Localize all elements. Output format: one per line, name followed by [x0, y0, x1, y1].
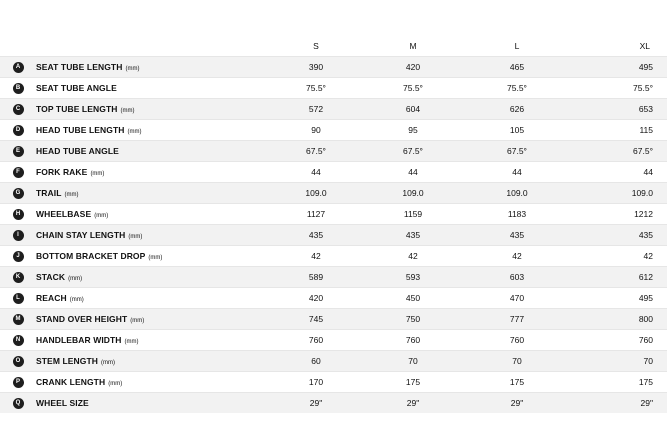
value-cell-s: 390 — [308, 62, 324, 72]
row-letter-cell — [0, 330, 36, 351]
value-cell-xl: 612 — [638, 272, 653, 282]
measurement-name: SEAT TUBE ANGLE — [36, 83, 117, 93]
table-row — [0, 267, 667, 288]
measurement-unit: (mm) — [127, 129, 142, 135]
value-cell-s: 170 — [308, 377, 324, 387]
value-cell-m: 67.5° — [403, 146, 423, 156]
measurement-name-cell — [36, 120, 270, 141]
value-cell-l: 777 — [509, 314, 525, 324]
row-letter-badge: K — [13, 272, 24, 283]
value-cell-m: 29" — [406, 398, 420, 408]
measurement-unit: (mm) — [68, 276, 83, 282]
row-letter-badge: L — [13, 293, 24, 304]
row-letter-badge: B — [13, 83, 24, 94]
row-letter-badge: P — [13, 377, 24, 388]
value-cell-l: 760 — [509, 335, 525, 345]
row-letter-cell — [0, 225, 36, 246]
value-cell-xl: 70 — [643, 356, 653, 366]
table-row — [0, 204, 667, 225]
measurement-name: FORK RAKE — [36, 167, 88, 177]
size-header-l: L — [464, 36, 570, 57]
value-cell-m: 593 — [405, 272, 421, 282]
value-cell-s: 745 — [308, 314, 324, 324]
row-letter-cell — [0, 372, 36, 393]
value-cell-l: 1183 — [507, 209, 527, 219]
measurement-name-cell — [36, 246, 270, 267]
row-letter-badge: G — [13, 188, 24, 199]
value-cell-m: 750 — [405, 314, 421, 324]
row-letter-cell — [0, 141, 36, 162]
measurement-name-cell — [36, 288, 270, 309]
measurement-name: STACK — [36, 272, 66, 282]
row-letter-cell — [0, 78, 36, 99]
value-cell-m: 435 — [405, 230, 421, 240]
row-letter-cell — [0, 267, 36, 288]
measurement-unit: (mm) — [124, 339, 139, 345]
table-row — [0, 309, 667, 330]
value-cell-xl: 1212 — [634, 209, 653, 219]
measurement-name-cell — [36, 99, 270, 120]
row-letter-badge: D — [13, 125, 24, 136]
value-cell-s: 75.5° — [306, 83, 326, 93]
row-letter-badge: M — [13, 314, 24, 325]
table-row — [0, 57, 667, 78]
row-letter-cell — [0, 246, 36, 267]
value-cell-l: 29" — [510, 398, 524, 408]
value-cell-l: 109.0 — [506, 188, 528, 198]
table-row — [0, 162, 667, 183]
value-cell-m: 760 — [405, 335, 421, 345]
table-row — [0, 183, 667, 204]
value-cell-l: 603 — [509, 272, 525, 282]
measurement-name-cell — [36, 162, 270, 183]
measurement-name-cell — [36, 141, 270, 162]
measurement-name-cell — [36, 183, 270, 204]
value-cell-l: 175 — [509, 377, 525, 387]
table-row — [0, 372, 667, 393]
value-cell-m: 70 — [408, 356, 418, 366]
measurement-name: HEAD TUBE LENGTH — [36, 125, 125, 135]
value-cell-xl: 653 — [638, 104, 653, 114]
table-row — [0, 351, 667, 372]
value-cell-s: 760 — [308, 335, 324, 345]
value-cell-m: 604 — [405, 104, 421, 114]
value-cell-xl: 109.0 — [631, 188, 653, 198]
value-cell-xl: 435 — [638, 230, 653, 240]
value-cell-s: 29" — [309, 398, 323, 408]
measurement-name-cell — [36, 309, 270, 330]
value-cell-l: 42 — [512, 251, 522, 261]
measurement-name-cell — [36, 78, 270, 99]
measurement-name-cell — [36, 204, 270, 225]
measurement-unit: (mm) — [148, 255, 163, 261]
row-letter-cell — [0, 204, 36, 225]
measurement-name: WHEEL SIZE — [36, 398, 89, 408]
table-row — [0, 120, 667, 141]
value-cell-s: 90 — [311, 125, 321, 135]
value-cell-xl: 760 — [638, 335, 653, 345]
value-cell-m: 1159 — [403, 209, 423, 219]
value-cell-xl: 44 — [643, 167, 653, 177]
value-cell-l: 70 — [512, 356, 522, 366]
measurement-unit: (mm) — [101, 360, 116, 366]
measurement-name-cell — [36, 372, 270, 393]
value-cell-s: 435 — [308, 230, 324, 240]
table-row — [0, 330, 667, 351]
measurement-name-cell — [36, 393, 270, 414]
measurement-name-cell — [36, 57, 270, 78]
value-cell-l: 435 — [509, 230, 525, 240]
row-letter-badge: Q — [13, 398, 24, 409]
measurement-unit: (mm) — [128, 234, 143, 240]
measurement-name: HANDLEBAR WIDTH — [36, 335, 122, 345]
value-cell-m: 95 — [408, 125, 418, 135]
row-letter-cell — [0, 183, 36, 204]
geometry-table-body — [0, 57, 667, 414]
row-letter-badge: E — [13, 146, 24, 157]
measurement-name: SEAT TUBE LENGTH — [36, 62, 123, 72]
measurement-name: CRANK LENGTH — [36, 377, 106, 387]
row-letter-cell — [0, 162, 36, 183]
row-letter-badge: O — [13, 356, 24, 367]
size-header-s: S — [270, 36, 362, 57]
value-cell-s: 67.5° — [306, 146, 326, 156]
table-row — [0, 393, 667, 414]
measurement-unit: (mm) — [94, 213, 109, 219]
row-letter-badge: H — [13, 209, 24, 220]
table-row — [0, 99, 667, 120]
row-letter-badge: F — [13, 167, 24, 178]
row-letter-badge: J — [13, 251, 24, 262]
row-letter-badge: I — [13, 230, 24, 241]
value-cell-m: 44 — [408, 167, 418, 177]
value-cell-m: 75.5° — [403, 83, 423, 93]
measurement-name: REACH — [36, 293, 67, 303]
table-row — [0, 246, 667, 267]
table-row — [0, 78, 667, 99]
measurement-name: STEM LENGTH — [36, 356, 99, 366]
value-cell-s: 589 — [308, 272, 324, 282]
value-cell-l: 75.5° — [507, 83, 527, 93]
header-blank-badge — [0, 36, 36, 57]
row-letter-cell — [0, 288, 36, 309]
value-cell-m: 42 — [408, 251, 418, 261]
measurement-unit: (mm) — [69, 297, 84, 303]
value-cell-m: 109.0 — [402, 188, 424, 198]
value-cell-s: 42 — [311, 251, 321, 261]
value-cell-m: 175 — [405, 377, 421, 387]
measurement-name-cell — [36, 225, 270, 246]
measurement-name: BOTTOM BRACKET DROP — [36, 251, 146, 261]
row-letter-badge: A — [13, 62, 24, 73]
value-cell-xl: 175 — [638, 377, 653, 387]
value-cell-s: 420 — [308, 293, 324, 303]
size-header-row — [0, 36, 667, 57]
size-header-m: M — [362, 36, 464, 57]
measurement-unit: (mm) — [64, 192, 79, 198]
value-cell-s: 60 — [311, 356, 321, 366]
measurement-name-cell — [36, 351, 270, 372]
row-letter-badge: N — [13, 335, 24, 346]
table-row — [0, 225, 667, 246]
value-cell-xl: 29" — [640, 398, 653, 408]
measurement-name-cell — [36, 330, 270, 351]
row-letter-cell — [0, 351, 36, 372]
value-cell-xl: 42 — [643, 251, 653, 261]
measurement-name: STAND OVER HEIGHT — [36, 314, 128, 324]
value-cell-l: 67.5° — [507, 146, 527, 156]
value-cell-xl: 75.5° — [633, 83, 653, 93]
measurement-unit: (mm) — [130, 318, 145, 324]
measurement-unit: (mm) — [125, 66, 140, 72]
measurement-name-cell — [36, 267, 270, 288]
value-cell-s: 109.0 — [305, 188, 327, 198]
measurement-name: HEAD TUBE ANGLE — [36, 146, 119, 156]
value-cell-m: 450 — [405, 293, 421, 303]
row-letter-cell — [0, 393, 36, 414]
row-letter-cell — [0, 99, 36, 120]
value-cell-l: 44 — [512, 167, 522, 177]
value-cell-xl: 495 — [638, 62, 653, 72]
size-header-xl: XL — [570, 36, 667, 57]
value-cell-l: 626 — [509, 104, 525, 114]
value-cell-s: 44 — [311, 167, 321, 177]
value-cell-l: 105 — [509, 125, 525, 135]
measurement-name: CHAIN STAY LENGTH — [36, 230, 126, 240]
value-cell-xl: 67.5° — [633, 146, 653, 156]
measurement-unit: (mm) — [90, 171, 105, 177]
value-cell-s: 572 — [308, 104, 324, 114]
header-blank-name — [36, 36, 270, 57]
measurement-name: TOP TUBE LENGTH — [36, 104, 118, 114]
measurement-name: TRAIL — [36, 188, 62, 198]
value-cell-s: 1127 — [306, 209, 326, 219]
row-letter-cell — [0, 120, 36, 141]
measurement-unit: (mm) — [108, 381, 123, 387]
value-cell-l: 465 — [509, 62, 525, 72]
geometry-table — [0, 36, 667, 413]
value-cell-xl: 115 — [639, 125, 653, 135]
table-row — [0, 141, 667, 162]
measurement-unit: (mm) — [120, 108, 135, 114]
value-cell-m: 420 — [405, 62, 421, 72]
measurement-name: WHEELBASE — [36, 209, 92, 219]
value-cell-l: 470 — [509, 293, 525, 303]
table-row — [0, 288, 667, 309]
value-cell-xl: 800 — [638, 314, 653, 324]
row-letter-cell — [0, 57, 36, 78]
row-letter-cell — [0, 309, 36, 330]
row-letter-badge: C — [13, 104, 24, 115]
value-cell-xl: 495 — [638, 293, 653, 303]
